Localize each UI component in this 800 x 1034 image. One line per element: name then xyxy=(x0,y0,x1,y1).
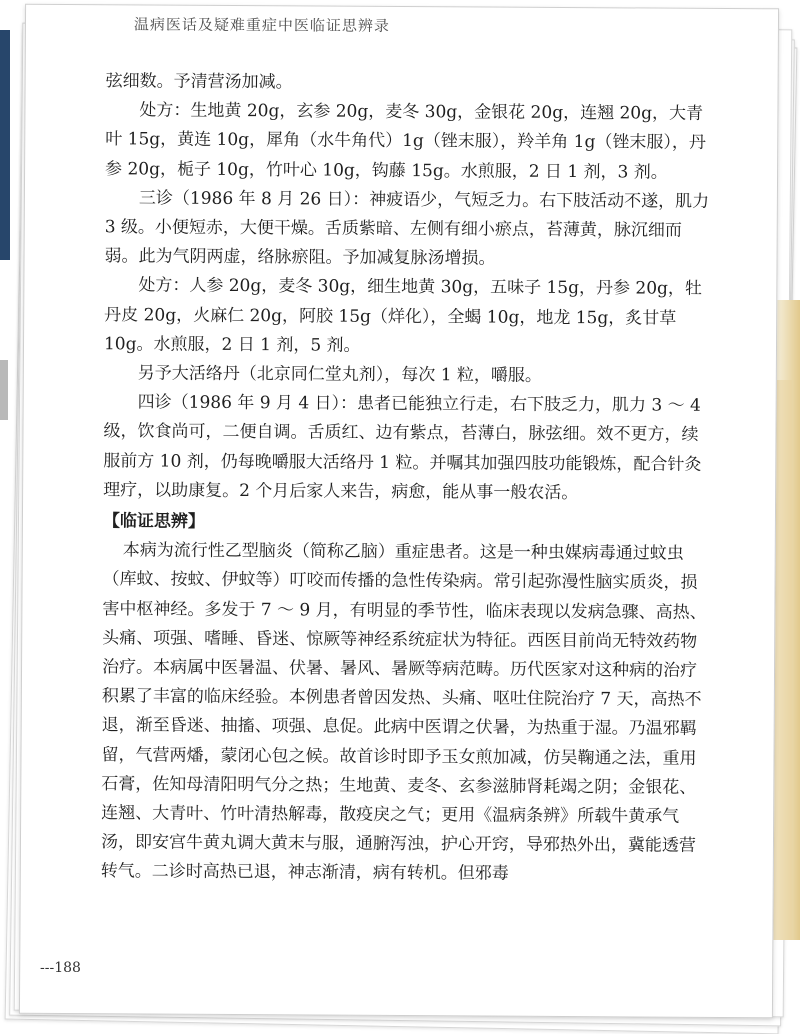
section-heading-clinical-analysis: 【临证思辨】 xyxy=(102,511,205,532)
running-head: 温病医话及疑难重症中医临证思辨录 xyxy=(133,15,391,35)
book-spine-lower xyxy=(0,360,8,420)
paragraph-prescription-2: 处方：人参 20g，麦冬 30g，细生地黄 30g，五味子 15g，丹参 20g，牡丹皮 20g，火麻仁 20g，阿胶 15g（烊化），全蝎 10g，地龙 15g，炙甘草 10g。水煎服，2 日 1 剂，5 剂。 xyxy=(103,275,703,356)
book-page xyxy=(19,4,779,1019)
paragraph-analysis: 本病为流行性乙型脑炎（简称乙脑）重症患者。这是一种虫媒病毒通过蚊虫（库蚊、按蚊、伊蚊等）叮咬而传播的急性传染病。常引起弥漫性脑实质炎，损害中枢神经。多发于 7 ～ 9 月，有明显的季节性，临床表现以发病急骤、高热、头痛、项强、嗜睡、昏迷、惊厥等神经系统症状为特征。西医目前尚无特效药物治疗。本病属中医暑温、伏暑、暑风、暑厥等病范畴。历代医家对这种病的治疗积累了丰富的临床经验。本例患者曾因发热、头痛、呕吐住院治疗 7 天，高热不退，渐至昏迷、抽搐、项强、息促。此病中医谓之伏暑，为热重于湿。乃温邪羁留，气营两燔，蒙闭心包之候。故首诊时即予玉女煎加减，仿吴鞠通之法，重用石膏，佐知母清阳明气分之热；生地黄、麦冬、玄参滋肺肾耗竭之阴；金银花、连翘、大青叶、竹叶清热解毒，散疫戾之气；更用《温病条辨》所载牛黄承气汤，即安宫牛黄丸调大黄末与服，通腑泻浊，护心开窍，导邪热外出，冀能透营转气。二诊时高热已退，神志渐清，病有转机。但邪毒 xyxy=(100,540,707,885)
page-body xyxy=(101,67,712,890)
page-number: ---188 xyxy=(40,960,81,976)
paragraph-extra-pill: 另予大活络丹（北京同仁堂丸剂），每次 1 粒，嚼服。 xyxy=(137,363,543,386)
paragraph-prescription-1: 处方：生地黄 20g，玄参 20g，麦冬 30g，金银花 20g，连翘 20g，大青叶 15g，黄连 10g，犀角（水牛角代）1g（锉末服），羚羊角 1g（锉末服），丹参 20g，栀子 10g，竹叶心 10g，钩藤 15g。水煎服，2 日 1 剂，3 剂。 xyxy=(105,100,706,183)
book-spine xyxy=(0,30,10,260)
paragraph-fourth-visit: 四诊（1986 年 9 月 4 日）：患者已能独立行走，右下肢乏力，肌力 3 ～ 4 级，饮食尚可，二便自调。舌质红、边有紫点，苔薄白，脉弦细。效不更方，续服前方 10 剂，仍每晚嚼服大活络丹 1 粒。并嘱其加强四肢功能锻炼，配合针灸理疗，以助康复。2 个月后家人来告，病愈，能从事一般农活。 xyxy=(103,392,702,503)
paragraph-opening: 弦细数。予清营汤加减。 xyxy=(105,71,293,93)
paragraph-third-visit: 三诊（1986 年 8 月 26 日）：神疲语少，气短乏力。右下肢活动不遂，肌力 3 级。小便短赤，大便干燥。舌质紫暗、左侧有细小瘀点，苔薄黄，脉沉细而弱。此为气阴两虚，络脉瘀阻。予加减复脉汤增损。 xyxy=(104,188,710,269)
